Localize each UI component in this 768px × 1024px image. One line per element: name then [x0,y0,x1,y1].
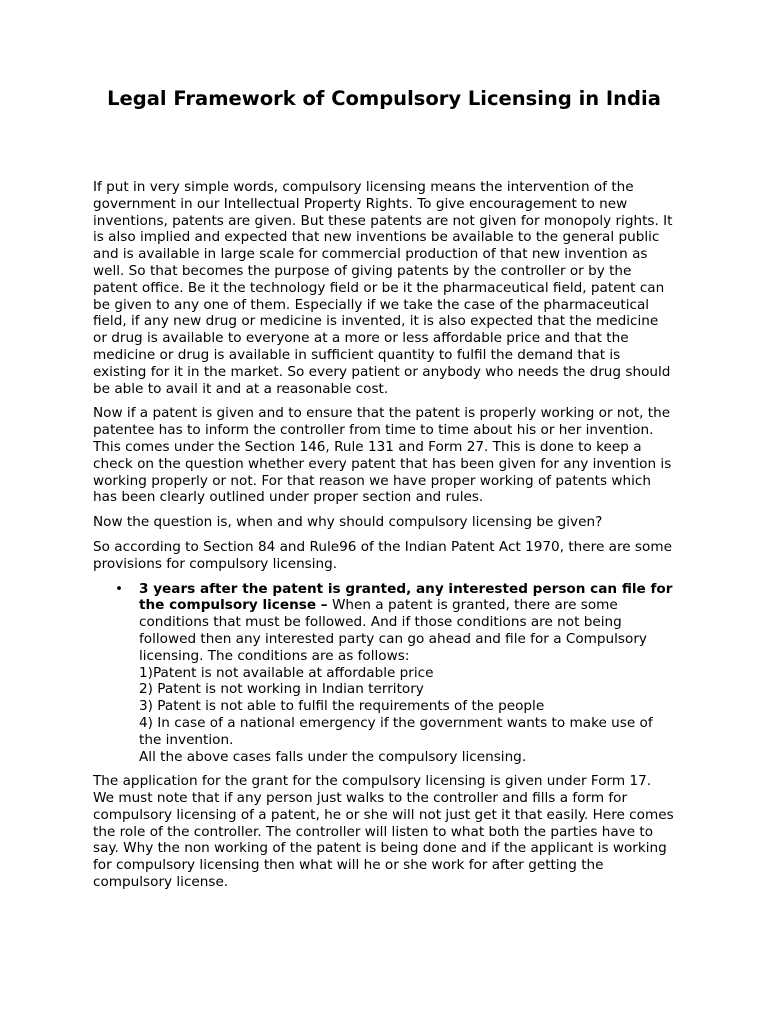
condition-item: 3) Patent is not able to fulfil the requirements of the people [139,698,545,715]
list-item-closing: All the above cases falls under the compulsory licensing. [139,748,527,765]
paragraph-section-84: So according to Section 84 and Rule96 of the Indian Patent Act 1970, there are some provisions for compulsory licensing. [93,538,672,572]
document-body [93,179,675,899]
paragraph-form-17: The application for the grant for the compulsory licensing is given under Form 17. We must note that if any person just walks to the controller and fills a form for compulsory licensing of a patent, he or she will not just get it that easily. Here comes the role of the controller. The controller will listen to what both the parties have to say. Why the non working of the patent is being done and if the applicant is working for compulsory licensing then what will he or she work for after getting the compulsory license. [93,773,674,891]
provisions-list [93,581,675,766]
paragraph-patent-working: Now if a patent is given and to ensure that the patent is properly working or not, the patentee has to inform the controller from time to time about his or her invention. This comes under the Section 146, Rule 131 and Form 27. This is done to keep a check on the question whether every patent that has been given for any invention is working properly or not. For that reason we have proper working of patents which has been clearly outlined under proper section and rules. [93,405,672,506]
paragraph-intro: If put in very simple words, compulsory licensing means the intervention of the government in our Intellectual Property Rights. To give encouragement to new inventions, patents are given. But these patents are not given for monopoly rights. It is also implied and expected that new inventions be available to the general public and is available in large scale for commercial production of that new invention as well. So that becomes the purpose of giving patents by the controller or by the patent office. Be it the technology field or be it the pharmaceutical field, patent can be given to any one of them. Especially if we take the case of the pharmaceutical field, if any new drug or medicine is invented, it is also expected that the medicine or drug is available to everyone at a more or less affordable price and that the medicine or drug is available in sufficient quantity to fulfil the demand that is existing for it in the market. So every patient or anybody who needs the drug should be able to avail it and at a reasonable cost. [93,179,673,397]
list-item [115,580,675,766]
condition-item: 1)Patent is not available at affordable price [139,664,434,681]
list-item-text: When a patent is granted, there are some conditions that must be followed. And if those conditions are not being followed then any interested party can go ahead and file for a Compulsory licensing. The conditions are as follows: [139,597,647,664]
list-item-heading: 3 years after the patent is granted, any interested person can file for the compulsory license – [139,580,673,614]
condition-item: 2) Patent is not working in Indian territory [139,681,424,698]
document-title: Legal Framework of Compulsory Licensing in India [107,87,661,110]
bullet-marker: • [115,580,124,597]
paragraph-question: Now the question is, when and why should compulsory licensing be given? [93,514,603,531]
condition-item: 4) In case of a national emergency if the government wants to make use of the invention. [139,714,653,748]
